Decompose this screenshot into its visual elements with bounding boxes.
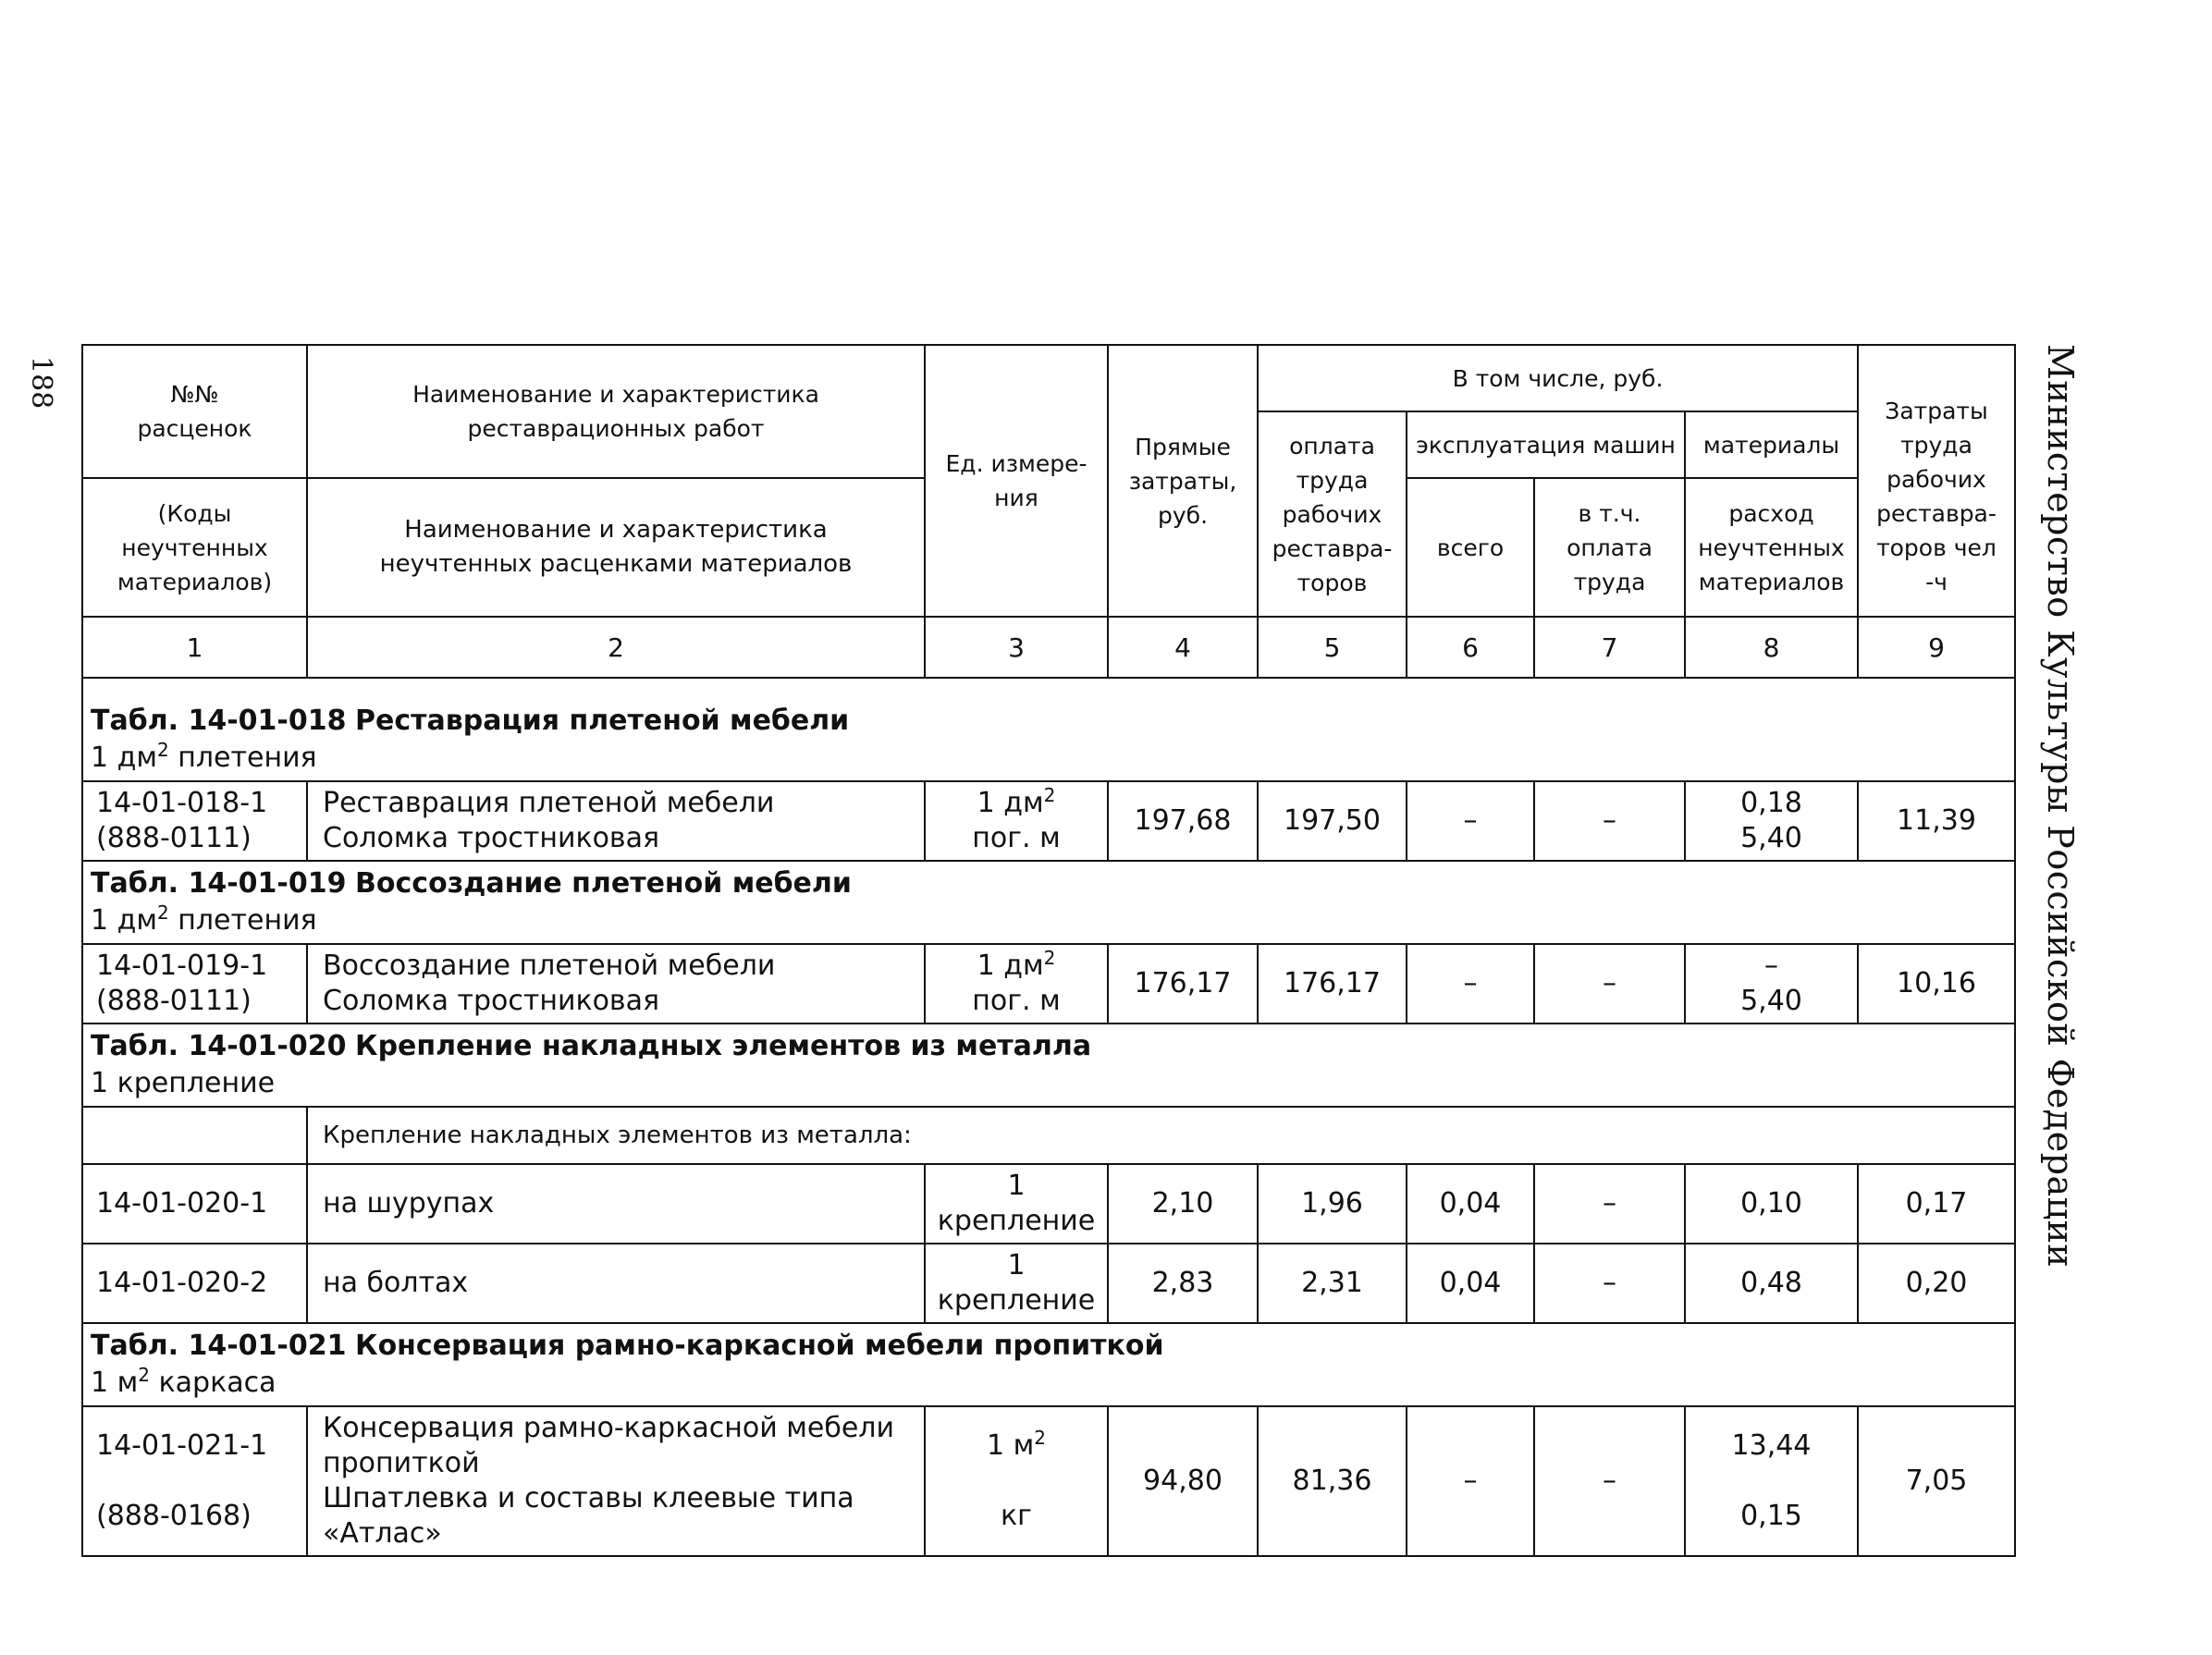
direct-costs: 94,80 bbox=[1108, 1406, 1258, 1556]
machines-labor: – bbox=[1534, 1164, 1685, 1244]
section-table-code: Табл. 14-01-021 bbox=[91, 1330, 347, 1362]
rate-code: 14-01-019-1 bbox=[96, 950, 268, 982]
section-unit: 1 $дм^2$ плетения bbox=[91, 739, 317, 774]
work-name-continued: пропиткой bbox=[323, 1447, 480, 1479]
publisher-side-title bbox=[2027, 344, 2086, 1398]
labor-hours: 10,16 bbox=[1858, 944, 2015, 1024]
header-rate-number bbox=[82, 345, 307, 478]
column-number: 2 bbox=[307, 617, 925, 678]
material-name-continued: «Атлас» bbox=[323, 1517, 442, 1550]
material-code: (888-0111) bbox=[96, 985, 252, 1017]
section-heading bbox=[82, 1323, 2015, 1406]
direct-costs: 176,17 bbox=[1108, 944, 1258, 1024]
subheader-text: Крепление накладных элементов из металла: bbox=[307, 1107, 2015, 1164]
header-material-codes: (Коды неучтенных материалов) bbox=[82, 478, 307, 617]
column-number: 3 bbox=[925, 617, 1108, 678]
materials: 13,44 bbox=[1731, 1429, 1812, 1462]
machines-labor: – bbox=[1534, 944, 1685, 1024]
material-name: Шпатлевка и составы клеевые типа bbox=[323, 1482, 854, 1514]
machines-labor: – bbox=[1534, 781, 1685, 861]
page-number: 188 bbox=[25, 356, 57, 410]
section-table-code: Табл. 14-01-020 bbox=[91, 1030, 347, 1062]
header-unaccounted-materials: расход неучтенных материалов bbox=[1685, 478, 1858, 617]
rate-code: 14-01-021-1 bbox=[96, 1429, 268, 1462]
column-number: 1 bbox=[82, 617, 307, 678]
materials-consumption: 5,40 bbox=[1740, 822, 1802, 854]
work-name: на болтах bbox=[307, 1244, 925, 1323]
machines-total: – bbox=[1407, 781, 1534, 861]
work-name: Воссоздание плетеной мебели bbox=[323, 950, 776, 982]
section-unit: 1 $м^2$ каркаса bbox=[91, 1364, 276, 1399]
column-number: 7 bbox=[1534, 617, 1685, 678]
unit: 1 $м^2$ bbox=[987, 1427, 1046, 1462]
machines-total: – bbox=[1407, 1406, 1534, 1556]
section-heading bbox=[82, 1024, 2015, 1107]
machines-labor: – bbox=[1534, 1406, 1685, 1556]
unit: 1 крепление bbox=[925, 1164, 1108, 1244]
material-code: (888-0111) bbox=[96, 822, 252, 854]
direct-costs: 2,83 bbox=[1108, 1244, 1258, 1323]
material-name: Соломка тростниковая bbox=[323, 985, 660, 1017]
header-labor-pay: оплата труда рабочих реставра-торов bbox=[1258, 411, 1407, 617]
labor-pay: 1,96 bbox=[1258, 1164, 1407, 1244]
work-name: Реставрация плетеной мебели bbox=[323, 787, 775, 819]
price-rates-table bbox=[81, 344, 2016, 1557]
table-row bbox=[82, 1164, 2015, 1244]
header-material-name: Наименование и характеристика неучтенных расценками материалов bbox=[307, 478, 925, 617]
work-name: Консервация рамно-каркасной мебели bbox=[323, 1412, 894, 1444]
rate-code: 14-01-020-2 bbox=[82, 1244, 307, 1323]
header-machine-operation: эксплуатация машин bbox=[1407, 411, 1685, 478]
labor-pay: 176,17 bbox=[1258, 944, 1407, 1024]
machines-total: 0,04 bbox=[1407, 1244, 1534, 1323]
header-direct-costs: Прямые затраты, руб. bbox=[1108, 345, 1258, 617]
material-unit: кг bbox=[1001, 1500, 1032, 1532]
unit: 1 крепление bbox=[925, 1244, 1108, 1323]
side-title-text: Министерство Культуры Российской Федерации bbox=[2040, 344, 2081, 1269]
section-heading bbox=[82, 861, 2015, 944]
work-name: на шурупах bbox=[307, 1164, 925, 1244]
section-title: Реставрация плетеной мебели bbox=[355, 705, 850, 737]
table-row bbox=[82, 1244, 2015, 1323]
labor-hours: 0,20 bbox=[1858, 1244, 2015, 1323]
labor-hours: 7,05 bbox=[1858, 1406, 2015, 1556]
section-title: Воссоздание плетеной мебели bbox=[355, 867, 852, 900]
materials: 0,10 bbox=[1685, 1164, 1858, 1244]
labor-pay: 197,50 bbox=[1258, 781, 1407, 861]
header-machines-labor: в т.ч. оплата труда bbox=[1534, 478, 1685, 617]
rate-code: 14-01-018-1 bbox=[96, 787, 268, 819]
header-machines-total: всего bbox=[1407, 478, 1534, 617]
labor-pay: 2,31 bbox=[1258, 1244, 1407, 1323]
section-title: Консервация рамно-каркасной мебели пропиткой bbox=[355, 1330, 1164, 1362]
materials: 0,48 bbox=[1685, 1244, 1858, 1323]
section-unit: 1 крепление bbox=[91, 1067, 276, 1099]
rate-code: 14-01-020-1 bbox=[82, 1164, 307, 1244]
material-unit: пог. м bbox=[972, 822, 1061, 854]
header-rate-number-label: расценок bbox=[137, 415, 252, 442]
header-unit: Ед. измере-ния bbox=[925, 345, 1108, 617]
header-rate-number-symbol: №№ bbox=[170, 381, 219, 408]
labor-pay: 81,36 bbox=[1258, 1406, 1407, 1556]
unit: 1 $дм^2$ bbox=[977, 947, 1056, 982]
unit: 1 $дм^2$ bbox=[977, 784, 1056, 819]
column-number: 5 bbox=[1258, 617, 1407, 678]
material-unit: пог. м bbox=[972, 985, 1061, 1017]
header-including-group: В том числе, руб. bbox=[1258, 345, 1858, 411]
column-number: 4 bbox=[1108, 617, 1258, 678]
section-table-code: Табл. 14-01-018 bbox=[91, 705, 347, 737]
section-table-code: Табл. 14-01-019 bbox=[91, 867, 347, 900]
header-materials: материалы bbox=[1685, 411, 1858, 478]
machines-labor: – bbox=[1534, 1244, 1685, 1323]
header-labor-hours: Затраты труда рабочих реставра-торов чел -ч bbox=[1858, 345, 2015, 617]
material-name: Соломка тростниковая bbox=[323, 822, 660, 854]
column-numbers-row bbox=[82, 617, 2015, 678]
header-work-name: Наименование и характеристика реставрационных работ bbox=[307, 345, 925, 478]
direct-costs: 197,68 bbox=[1108, 781, 1258, 861]
section-title: Крепление накладных элементов из металла bbox=[355, 1030, 1092, 1062]
table-subheader-row bbox=[82, 1107, 2015, 1164]
direct-costs: 2,10 bbox=[1108, 1164, 1258, 1244]
section-unit: 1 $дм^2$ плетения bbox=[91, 901, 317, 937]
column-number: 8 bbox=[1685, 617, 1858, 678]
column-number: 6 bbox=[1407, 617, 1534, 678]
column-number: 9 bbox=[1858, 617, 2015, 678]
table-row bbox=[82, 944, 2015, 1024]
labor-hours: 11,39 bbox=[1858, 781, 2015, 861]
machines-total: – bbox=[1407, 944, 1534, 1024]
machines-total: 0,04 bbox=[1407, 1164, 1534, 1244]
materials-consumption: 0,15 bbox=[1740, 1500, 1802, 1532]
materials: – bbox=[1764, 950, 1778, 982]
table-row bbox=[82, 781, 2015, 861]
materials-consumption: 5,40 bbox=[1740, 985, 1802, 1017]
labor-hours: 0,17 bbox=[1858, 1164, 2015, 1244]
material-code: (888-0168) bbox=[96, 1500, 252, 1532]
section-heading bbox=[82, 678, 2015, 781]
table-row bbox=[82, 1406, 2015, 1556]
materials: 0,18 bbox=[1740, 787, 1802, 819]
